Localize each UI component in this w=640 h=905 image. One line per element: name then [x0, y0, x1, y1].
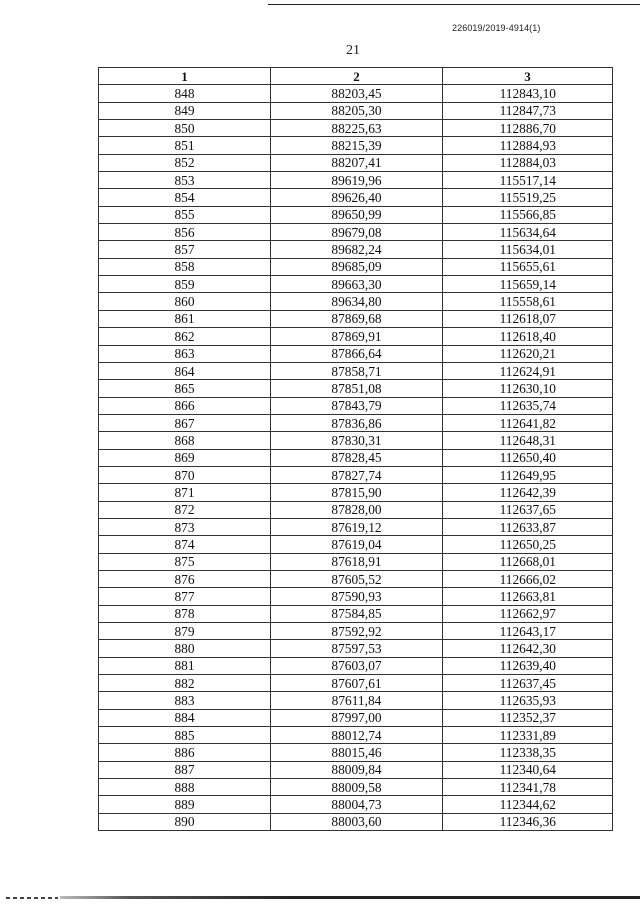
y-coordinate-cell: 112633,87 — [443, 518, 613, 535]
x-coordinate-cell: 87851,08 — [271, 380, 443, 397]
y-coordinate-cell: 112637,45 — [443, 675, 613, 692]
bottom-dashed-rule — [6, 897, 58, 899]
x-coordinate-cell: 89682,24 — [271, 241, 443, 258]
coordinates-table — [98, 67, 613, 831]
table-row — [99, 605, 613, 622]
y-coordinate-cell: 112884,03 — [443, 154, 613, 171]
table-row — [99, 224, 613, 241]
y-coordinate-cell: 112884,93 — [443, 137, 613, 154]
table-row — [99, 501, 613, 518]
point-number-cell: 849 — [99, 102, 271, 119]
y-coordinate-cell: 112341,78 — [443, 779, 613, 796]
y-coordinate-cell: 112637,65 — [443, 501, 613, 518]
x-coordinate-cell: 87858,71 — [271, 362, 443, 379]
x-coordinate-cell: 87869,91 — [271, 328, 443, 345]
document-id: 226019/2019-4914(1) — [452, 23, 541, 33]
y-coordinate-cell: 115517,14 — [443, 172, 613, 189]
y-coordinate-cell: 115519,25 — [443, 189, 613, 206]
y-coordinate-cell: 115558,61 — [443, 293, 613, 310]
y-coordinate-cell: 112648,31 — [443, 432, 613, 449]
y-coordinate-cell: 112344,62 — [443, 796, 613, 813]
y-coordinate-cell: 115566,85 — [443, 206, 613, 223]
x-coordinate-cell: 88004,73 — [271, 796, 443, 813]
column-header-2: 2 — [271, 68, 443, 85]
page-number: 21 — [346, 43, 360, 58]
point-number-cell: 863 — [99, 345, 271, 362]
table-row — [99, 761, 613, 778]
x-coordinate-cell: 87597,53 — [271, 640, 443, 657]
table-row — [99, 640, 613, 657]
point-number-cell: 883 — [99, 692, 271, 709]
table-row — [99, 466, 613, 483]
table-row — [99, 206, 613, 223]
y-coordinate-cell: 112620,21 — [443, 345, 613, 362]
bottom-rule — [60, 896, 640, 899]
point-number-cell: 860 — [99, 293, 271, 310]
table-row — [99, 675, 613, 692]
y-coordinate-cell: 112650,25 — [443, 536, 613, 553]
point-number-cell: 854 — [99, 189, 271, 206]
point-number-cell: 853 — [99, 172, 271, 189]
x-coordinate-cell: 87590,93 — [271, 588, 443, 605]
point-number-cell: 873 — [99, 518, 271, 535]
x-coordinate-cell: 88205,30 — [271, 102, 443, 119]
table-row — [99, 518, 613, 535]
x-coordinate-cell: 89663,30 — [271, 276, 443, 293]
table-row — [99, 553, 613, 570]
table-row — [99, 588, 613, 605]
table-row — [99, 709, 613, 726]
x-coordinate-cell: 87828,45 — [271, 449, 443, 466]
y-coordinate-cell: 112641,82 — [443, 414, 613, 431]
y-coordinate-cell: 112663,81 — [443, 588, 613, 605]
table-row — [99, 744, 613, 761]
y-coordinate-cell: 112666,02 — [443, 570, 613, 587]
point-number-cell: 857 — [99, 241, 271, 258]
point-number-cell: 885 — [99, 727, 271, 744]
table-row — [99, 345, 613, 362]
point-number-cell: 875 — [99, 553, 271, 570]
point-number-cell: 866 — [99, 397, 271, 414]
x-coordinate-cell: 89679,08 — [271, 224, 443, 241]
top-rule — [268, 4, 640, 5]
point-number-cell: 876 — [99, 570, 271, 587]
point-number-cell: 881 — [99, 657, 271, 674]
x-coordinate-cell: 88003,60 — [271, 813, 443, 830]
table-row — [99, 779, 613, 796]
y-coordinate-cell: 112618,40 — [443, 328, 613, 345]
table-row — [99, 432, 613, 449]
point-number-cell: 882 — [99, 675, 271, 692]
x-coordinate-cell: 87592,92 — [271, 623, 443, 640]
x-coordinate-cell: 87828,00 — [271, 501, 443, 518]
x-coordinate-cell: 89685,09 — [271, 258, 443, 275]
table-header-row — [99, 68, 613, 85]
x-coordinate-cell: 87619,04 — [271, 536, 443, 553]
x-coordinate-cell: 87607,61 — [271, 675, 443, 692]
y-coordinate-cell: 115655,61 — [443, 258, 613, 275]
table-row — [99, 692, 613, 709]
y-coordinate-cell: 112635,74 — [443, 397, 613, 414]
x-coordinate-cell: 87605,52 — [271, 570, 443, 587]
x-coordinate-cell: 89619,96 — [271, 172, 443, 189]
x-coordinate-cell: 87815,90 — [271, 484, 443, 501]
x-coordinate-cell: 88215,39 — [271, 137, 443, 154]
x-coordinate-cell: 88009,84 — [271, 761, 443, 778]
y-coordinate-cell: 112649,95 — [443, 466, 613, 483]
x-coordinate-cell: 88009,58 — [271, 779, 443, 796]
x-coordinate-cell: 87836,86 — [271, 414, 443, 431]
point-number-cell: 859 — [99, 276, 271, 293]
table-row — [99, 813, 613, 830]
x-coordinate-cell: 89634,80 — [271, 293, 443, 310]
y-coordinate-cell: 112346,36 — [443, 813, 613, 830]
table-row — [99, 657, 613, 674]
x-coordinate-cell: 87619,12 — [271, 518, 443, 535]
y-coordinate-cell: 112642,39 — [443, 484, 613, 501]
table-row — [99, 397, 613, 414]
table-row — [99, 727, 613, 744]
y-coordinate-cell: 112630,10 — [443, 380, 613, 397]
table-row — [99, 536, 613, 553]
point-number-cell: 889 — [99, 796, 271, 813]
y-coordinate-cell: 112639,40 — [443, 657, 613, 674]
x-coordinate-cell: 88207,41 — [271, 154, 443, 171]
point-number-cell: 879 — [99, 623, 271, 640]
table-row — [99, 484, 613, 501]
y-coordinate-cell: 112331,89 — [443, 727, 613, 744]
x-coordinate-cell: 87830,31 — [271, 432, 443, 449]
x-coordinate-cell: 87827,74 — [271, 466, 443, 483]
point-number-cell: 856 — [99, 224, 271, 241]
y-coordinate-cell: 112624,91 — [443, 362, 613, 379]
point-number-cell: 869 — [99, 449, 271, 466]
y-coordinate-cell: 115634,64 — [443, 224, 613, 241]
y-coordinate-cell: 112352,37 — [443, 709, 613, 726]
table-row — [99, 258, 613, 275]
point-number-cell: 871 — [99, 484, 271, 501]
table-row — [99, 328, 613, 345]
y-coordinate-cell: 112635,93 — [443, 692, 613, 709]
column-header-3: 3 — [443, 68, 613, 85]
x-coordinate-cell: 87843,79 — [271, 397, 443, 414]
point-number-cell: 851 — [99, 137, 271, 154]
point-number-cell: 852 — [99, 154, 271, 171]
point-number-cell: 884 — [99, 709, 271, 726]
table-row — [99, 276, 613, 293]
x-coordinate-cell: 88203,45 — [271, 85, 443, 102]
table-row — [99, 796, 613, 813]
point-number-cell: 858 — [99, 258, 271, 275]
point-number-cell: 880 — [99, 640, 271, 657]
y-coordinate-cell: 112642,30 — [443, 640, 613, 657]
x-coordinate-cell: 87584,85 — [271, 605, 443, 622]
point-number-cell: 865 — [99, 380, 271, 397]
table-row — [99, 189, 613, 206]
table-row — [99, 172, 613, 189]
y-coordinate-cell: 112662,97 — [443, 605, 613, 622]
column-header-1: 1 — [99, 68, 271, 85]
y-coordinate-cell: 112340,64 — [443, 761, 613, 778]
point-number-cell: 864 — [99, 362, 271, 379]
table-row — [99, 414, 613, 431]
y-coordinate-cell: 115634,01 — [443, 241, 613, 258]
table-row — [99, 380, 613, 397]
table-row — [99, 85, 613, 102]
x-coordinate-cell: 87618,91 — [271, 553, 443, 570]
point-number-cell: 872 — [99, 501, 271, 518]
x-coordinate-cell: 89626,40 — [271, 189, 443, 206]
x-coordinate-cell: 87611,84 — [271, 692, 443, 709]
y-coordinate-cell: 115659,14 — [443, 276, 613, 293]
point-number-cell: 850 — [99, 120, 271, 137]
table-row — [99, 137, 613, 154]
point-number-cell: 848 — [99, 85, 271, 102]
point-number-cell: 862 — [99, 328, 271, 345]
x-coordinate-cell: 88012,74 — [271, 727, 443, 744]
x-coordinate-cell: 87866,64 — [271, 345, 443, 362]
table-row — [99, 120, 613, 137]
table-body — [99, 85, 613, 831]
table-row — [99, 623, 613, 640]
point-number-cell: 887 — [99, 761, 271, 778]
x-coordinate-cell: 87997,00 — [271, 709, 443, 726]
point-number-cell: 886 — [99, 744, 271, 761]
point-number-cell: 874 — [99, 536, 271, 553]
point-number-cell: 867 — [99, 414, 271, 431]
x-coordinate-cell: 87603,07 — [271, 657, 443, 674]
y-coordinate-cell: 112886,70 — [443, 120, 613, 137]
point-number-cell: 878 — [99, 605, 271, 622]
point-number-cell: 868 — [99, 432, 271, 449]
y-coordinate-cell: 112668,01 — [443, 553, 613, 570]
y-coordinate-cell: 112847,73 — [443, 102, 613, 119]
y-coordinate-cell: 112338,35 — [443, 744, 613, 761]
y-coordinate-cell: 112618,07 — [443, 310, 613, 327]
point-number-cell: 877 — [99, 588, 271, 605]
point-number-cell: 890 — [99, 813, 271, 830]
point-number-cell: 870 — [99, 466, 271, 483]
table-row — [99, 154, 613, 171]
table-row — [99, 449, 613, 466]
point-number-cell: 861 — [99, 310, 271, 327]
y-coordinate-cell: 112843,10 — [443, 85, 613, 102]
table-row — [99, 310, 613, 327]
table-row — [99, 362, 613, 379]
y-coordinate-cell: 112643,17 — [443, 623, 613, 640]
table-row — [99, 293, 613, 310]
table-row — [99, 570, 613, 587]
table-row — [99, 241, 613, 258]
x-coordinate-cell: 88225,63 — [271, 120, 443, 137]
x-coordinate-cell: 89650,99 — [271, 206, 443, 223]
y-coordinate-cell: 112650,40 — [443, 449, 613, 466]
x-coordinate-cell: 87869,68 — [271, 310, 443, 327]
point-number-cell: 855 — [99, 206, 271, 223]
x-coordinate-cell: 88015,46 — [271, 744, 443, 761]
point-number-cell: 888 — [99, 779, 271, 796]
table-row — [99, 102, 613, 119]
